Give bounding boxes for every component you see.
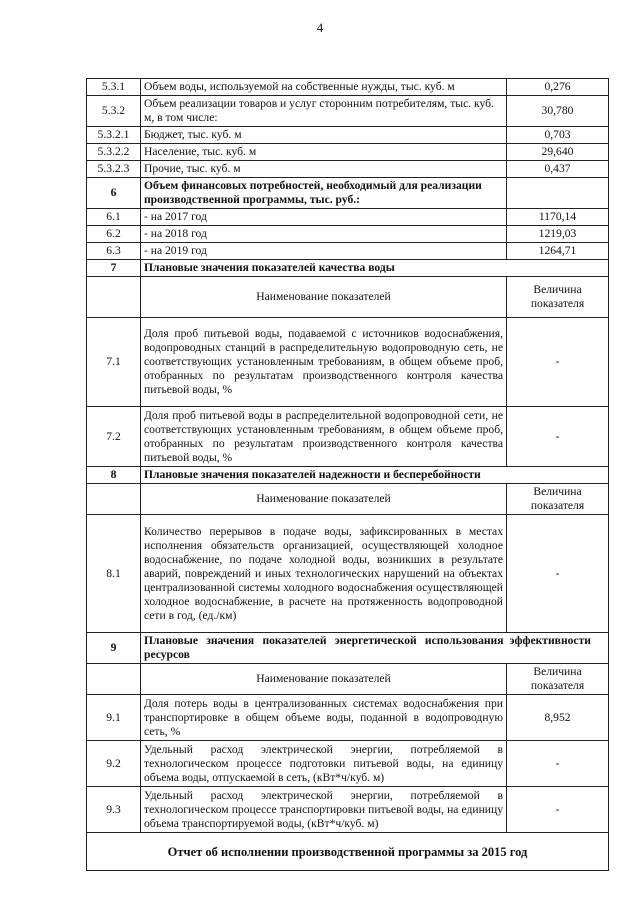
section-number: 7 bbox=[87, 260, 141, 277]
column-header-name: Наименование показателей bbox=[141, 664, 507, 695]
column-header-value: Величина показателя bbox=[507, 664, 609, 695]
row-value: - bbox=[507, 318, 609, 407]
section-row bbox=[87, 260, 609, 277]
table-row bbox=[87, 161, 609, 178]
row-text: - на 2018 год bbox=[141, 226, 507, 243]
row-value: 0,437 bbox=[507, 161, 609, 178]
table-row bbox=[87, 695, 609, 741]
section-number: 9 bbox=[87, 633, 141, 664]
section-number: 8 bbox=[87, 467, 141, 484]
row-text: - на 2017 год bbox=[141, 209, 507, 226]
row-number: 7.1 bbox=[87, 318, 141, 407]
row-number: 9.3 bbox=[87, 787, 141, 833]
row-text: Удельный расход электрической энергии, потребляемой в технологическом процессе подготовки питьевой воды, на единицу объема воды, отпускаемой в сеть, (кВт*ч/куб. м) bbox=[141, 741, 507, 787]
column-header-name: Наименование показателей bbox=[141, 484, 507, 515]
table-row bbox=[87, 741, 609, 787]
column-header-row bbox=[87, 484, 609, 515]
row-value: - bbox=[507, 787, 609, 833]
row-text: Население, тыс. куб. м bbox=[141, 144, 507, 161]
row-text: Доля потерь воды в централизованных системах водоснабжения при транспортировке в общем объеме воды, поданной в водопроводную сеть, % bbox=[141, 695, 507, 741]
column-header-row bbox=[87, 664, 609, 695]
row-text: Бюджет, тыс. куб. м bbox=[141, 127, 507, 144]
section-row bbox=[87, 467, 609, 484]
row-value: 1264,71 bbox=[507, 243, 609, 260]
row-text: Удельный расход электрической энергии, потребляемой в технологическом процессе транспортировки питьевой воды, на единицу объема транспортируемой воды, (кВт*ч/куб. м) bbox=[141, 787, 507, 833]
row-number: 6.1 bbox=[87, 209, 141, 226]
section-number: 6 bbox=[87, 178, 141, 209]
table-row bbox=[87, 127, 609, 144]
column-header-row bbox=[87, 277, 609, 318]
table-row bbox=[87, 243, 609, 260]
program-table bbox=[86, 78, 609, 871]
row-value: 8,952 bbox=[507, 695, 609, 741]
empty-cell bbox=[87, 484, 141, 515]
report-title: Отчет об исполнении производственной программы за 2015 год bbox=[87, 833, 609, 871]
section-row bbox=[87, 633, 609, 664]
page-number: 4 bbox=[316, 20, 324, 35]
report-title-row bbox=[87, 833, 609, 871]
row-number: 6.2 bbox=[87, 226, 141, 243]
row-value: - bbox=[507, 407, 609, 467]
table-row bbox=[87, 226, 609, 243]
section-title: Плановые значения показателей энергетической использования ресурсов bbox=[141, 633, 507, 664]
row-text: Количество перерывов в подаче воды, зафиксированных в местах исполнения обязательств организацией, осуществляющей холодное водоснабжение, по подаче холодной воды, возникших в результате аварий, повреждений и иных технологических нарушений на объектах централизованной системы холодного водоснабжения осуществляющей холодное водоснабжение, в расчете на протяженность водопроводной сети в год, (ед./км) bbox=[141, 515, 507, 633]
row-value: - bbox=[507, 741, 609, 787]
row-text: Доля проб питьевой воды в распределительной водопроводной сети, не соответствующих установленным требованиям, в общем объеме проб, отобранных по результатам производственного контроля качества питьевой воды, % bbox=[141, 407, 507, 467]
table-row bbox=[87, 515, 609, 633]
row-number: 6.3 bbox=[87, 243, 141, 260]
row-number: 9.1 bbox=[87, 695, 141, 741]
table-row bbox=[87, 96, 609, 127]
row-text: Объем воды, используемой на собственные нужды, тыс. куб. м bbox=[141, 79, 507, 96]
column-header-value: Величина показателя bbox=[507, 484, 609, 515]
section-row bbox=[87, 178, 609, 209]
section-title: Плановые значения показателей надежности и бесперебойности bbox=[141, 467, 609, 484]
row-number: 5.3.2 bbox=[87, 96, 141, 127]
table-row bbox=[87, 318, 609, 407]
row-number: 5.3.1 bbox=[87, 79, 141, 96]
row-value: 0,276 bbox=[507, 79, 609, 96]
row-value: 1219,03 bbox=[507, 226, 609, 243]
table-row bbox=[87, 144, 609, 161]
row-value: 0,703 bbox=[507, 127, 609, 144]
table-row bbox=[87, 209, 609, 226]
row-value: - bbox=[507, 515, 609, 633]
row-text: - на 2019 год bbox=[141, 243, 507, 260]
column-header-value: Величина показателя bbox=[507, 277, 609, 318]
empty-cell bbox=[507, 178, 609, 209]
section-title: Плановые значения показателей качества воды bbox=[141, 260, 609, 277]
table-row bbox=[87, 787, 609, 833]
row-number: 5.3.2.1 bbox=[87, 127, 141, 144]
row-number: 8.1 bbox=[87, 515, 141, 633]
section-title-continuation: эффективности bbox=[507, 633, 609, 664]
row-number: 7.2 bbox=[87, 407, 141, 467]
column-header-name: Наименование показателей bbox=[141, 277, 507, 318]
row-number: 9.2 bbox=[87, 741, 141, 787]
row-value: 29,640 bbox=[507, 144, 609, 161]
empty-cell bbox=[87, 277, 141, 318]
table-row bbox=[87, 407, 609, 467]
row-text: Доля проб питьевой воды, подаваемой с источников водоснабжения, водопроводных станций в распределительную водопроводную сеть, не соответствующих установленным требованиям, в общем объеме проб, отобранных по результатам производственного контроля качества питьевой воды, % bbox=[141, 318, 507, 407]
row-text: Объем реализации товаров и услуг сторонним потребителям, тыс. куб. м, в том числе: bbox=[141, 96, 507, 127]
row-value: 1170,14 bbox=[507, 209, 609, 226]
row-number: 5.3.2.2 bbox=[87, 144, 141, 161]
table-row bbox=[87, 79, 609, 96]
row-number: 5.3.2.3 bbox=[87, 161, 141, 178]
empty-cell bbox=[87, 664, 141, 695]
section-title: Объем финансовых потребностей, необходимый для реализации производственной программы, тыс. руб.: bbox=[141, 178, 507, 209]
row-value: 30,780 bbox=[507, 96, 609, 127]
row-text: Прочие, тыс. куб. м bbox=[141, 161, 507, 178]
